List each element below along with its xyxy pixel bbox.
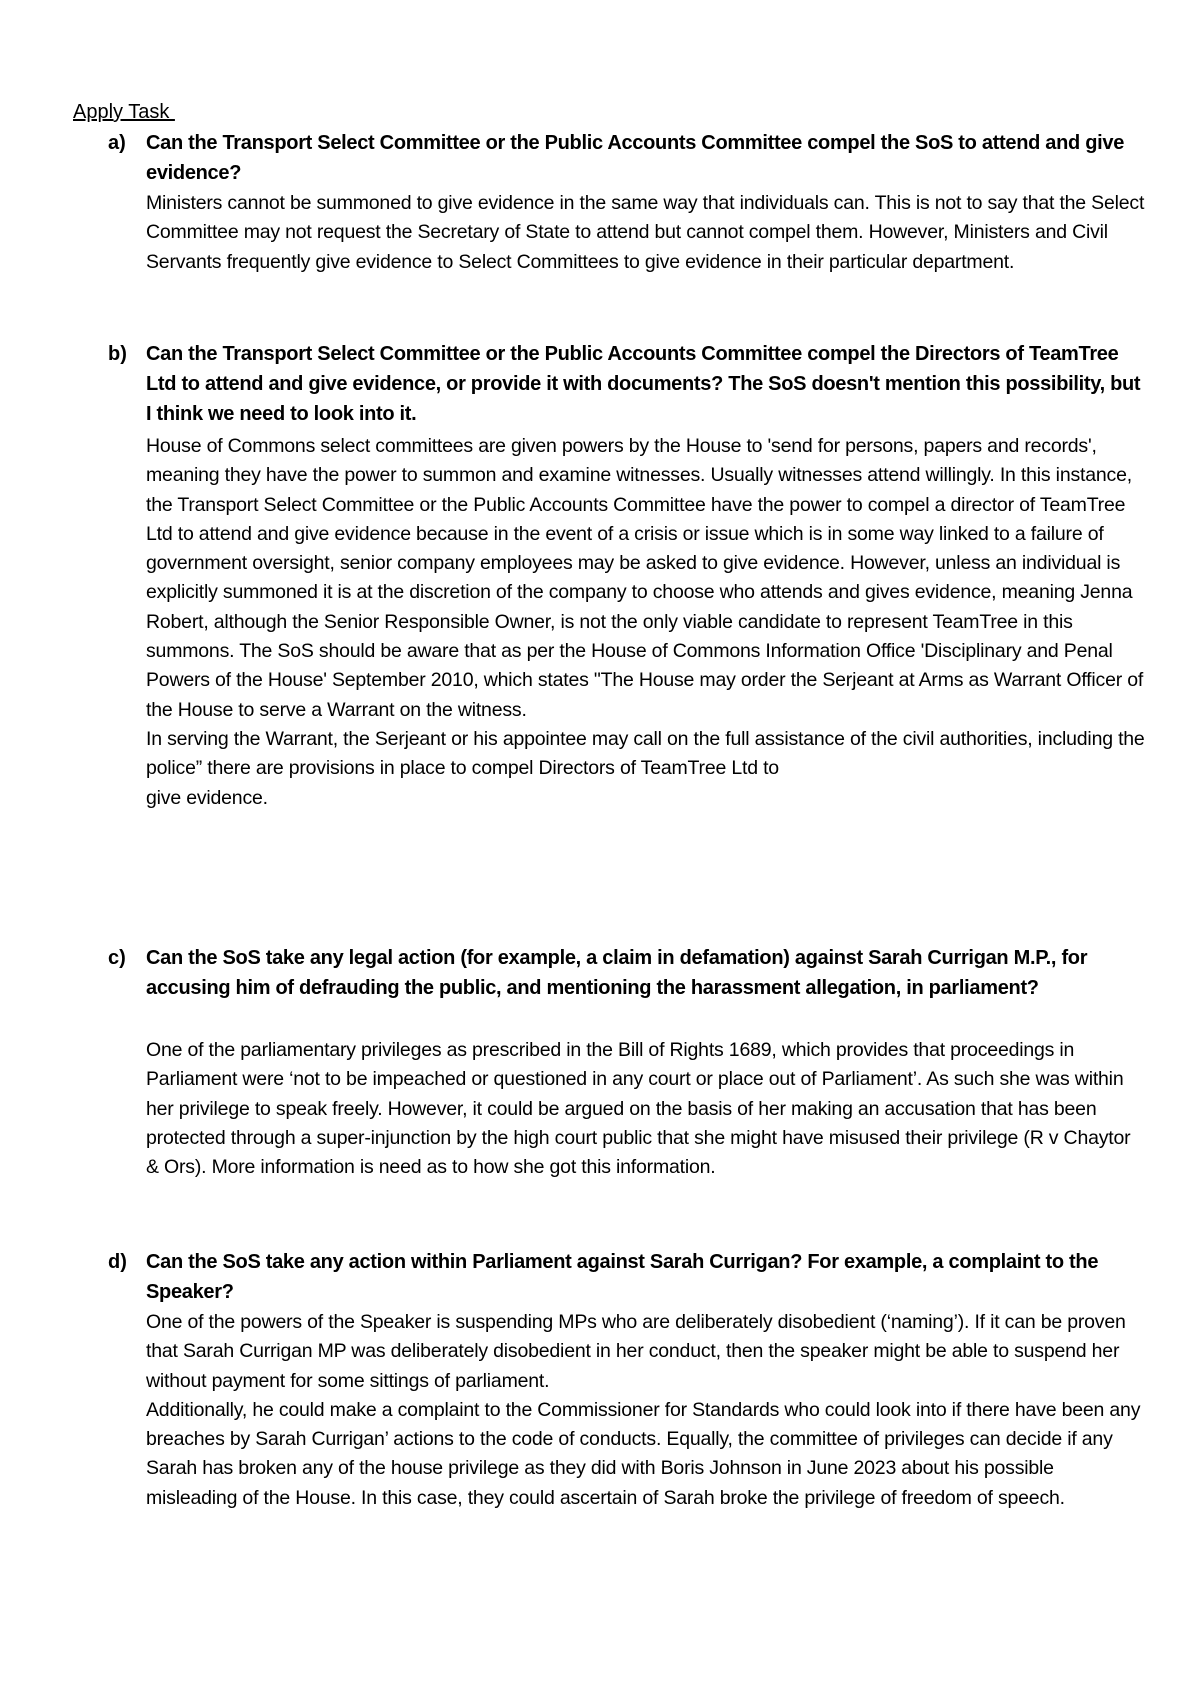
question-letter: c): [108, 947, 126, 969]
answer-paragraph: Additionally, he could make a complaint to the Commissioner for Standards who could look into if there have been any breaches by Sarah Currigan’ actions to the code of conducts. Equally, the committee of privileges can decide if any Sarah has broken any of the house privilege as they did with Boris Johnson in June 2023 about his possible misleading of the House. In this case, they could ascertain of Sarah broke the privilege of freedom of speech.: [146, 1398, 1141, 1509]
answer-paragraph: In serving the Warrant, the Serjeant or his appointee may call on the full assistance of the civil authorities, including the police” there are provisions in place to compel Directors of TeamTree Ltd to: [146, 727, 1145, 780]
question-letter: b): [108, 343, 127, 365]
question-text: Can the SoS take any legal action (for example, a claim in defamation) against Sarah Currigan M.P., for accusing him of defrauding the public, and mentioning the harassment allegation, in parliament?: [146, 947, 1088, 999]
answer-paragraph: Ministers cannot be summoned to give evidence in the same way that individuals can. This is not to say that the Select Committee may not request the Secretary of State to attend but cannot compel them. However, Ministers and Civil Servants frequently give evidence to Select Committees to give evidence in their particular department.: [146, 192, 1145, 273]
answer-paragraph: One of the parliamentary privileges as prescribed in the Bill of Rights 1689, which provides that proceedings in Parliament were ‘not to be impeached or questioned in any court or place out of Parliament’. As such she was within her privilege to speak freely. However, it could be argued on the basis of her making an accusation that has been protected through a super-injunction by the high court public that she might have misused their privilege (R v Chaytor & Ors). More information is need as to how she got this information.: [146, 1039, 1131, 1179]
question-letter: d): [108, 1251, 127, 1273]
answer-paragraph: House of Commons select committees are given powers by the House to 'send for persons, papers and records', meaning they have the power to summon and examine witnesses. Usually witnesses attend willingly. In this instance, the Transport Select Committee or the Public Accounts Committee have the power to compel a director of TeamTree Ltd to attend and give evidence because in the event of a crisis or issue which is in some way linked to a failure of government oversight, senior company employees may be asked to give evidence. However, unless an individual is explicitly summoned it is at the discretion of the company to choose who attends and gives evidence, meaning Jenna Robert, although the Senior Responsible Owner, is not the only viable candidate to represent TeamTree in this summons. The SoS should be aware that as per the House of Commons Information Office 'Disciplinary and Penal Powers of the House' September 2010, which states "The House may order the Serjeant at Arms as Warrant Officer of the House to serve a Warrant on the witness.: [146, 435, 1144, 721]
answer-text: [146, 1308, 1146, 1513]
answer-paragraph: One of the powers of the Speaker is suspending MPs who are deliberately disobedient (‘naming’). If it can be proven that Sarah Currigan MP was deliberately disobedient in her conduct, then the speaker might be able to suspend her without payment for some sittings of parliament.: [146, 1311, 1126, 1392]
answer-text: [146, 1036, 1146, 1182]
question-text: Can the Transport Select Committee or the Public Accounts Committee compel the Directors of TeamTree Ltd to attend and give evidence, or provide it with documents? The SoS doesn't mention this possibility, but I think we need to look into it.: [146, 343, 1141, 425]
answer-paragraph: give evidence.: [146, 786, 268, 809]
question-letter: a): [108, 132, 126, 154]
question-text: Can the SoS take any action within Parliament against Sarah Currigan? For example, a complaint to the Speaker?: [146, 1251, 1099, 1303]
question-text: Can the Transport Select Committee or the Public Accounts Committee compel the SoS to attend and give evidence?: [146, 132, 1125, 184]
document-title: Apply Task: [73, 101, 175, 123]
answer-text: [146, 432, 1146, 813]
answer-text: [146, 189, 1146, 277]
